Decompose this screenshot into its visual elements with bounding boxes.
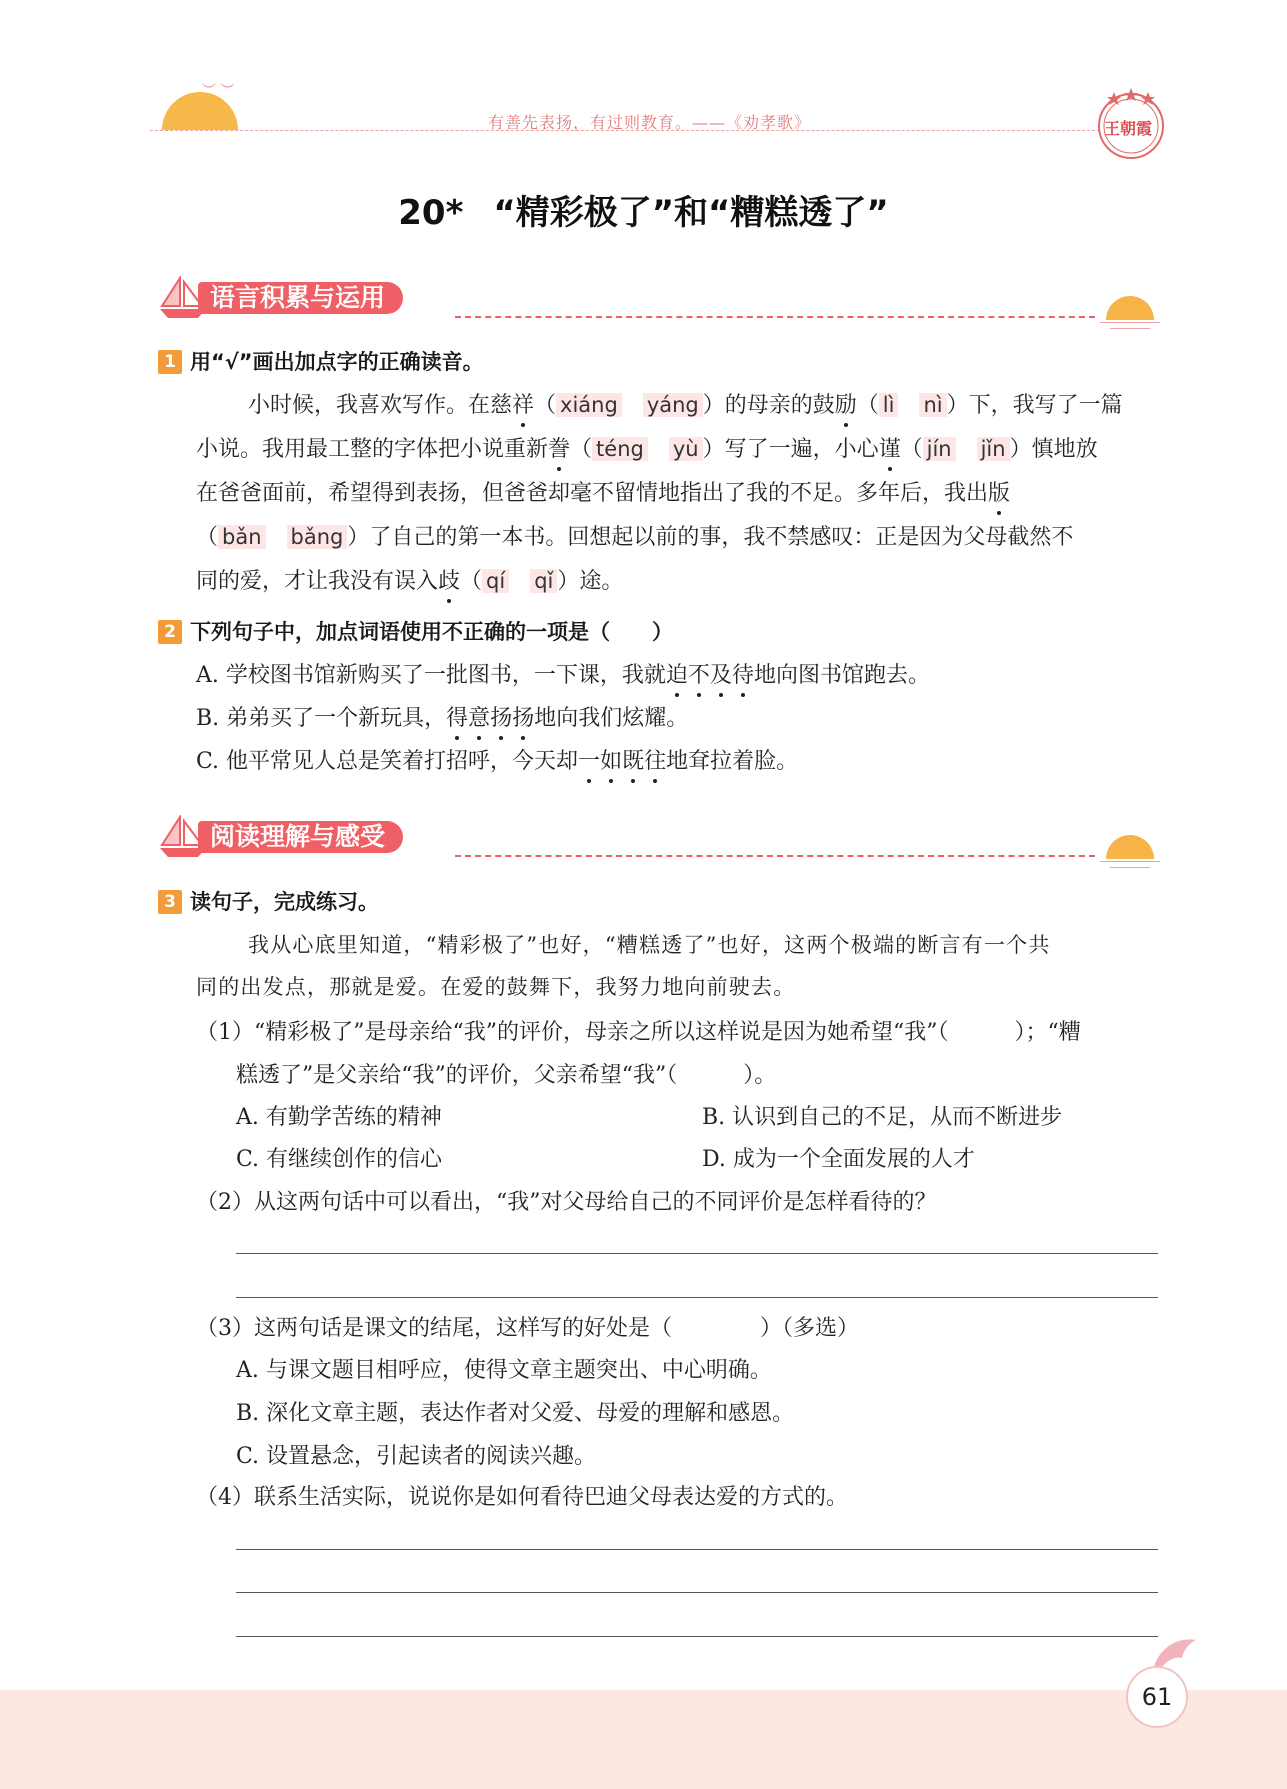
dotted-char: 往 [644,749,667,774]
text: ）下，我写了一篇 [946,393,1123,418]
q3-sub4: （4）联系生活实际，说说你是如何看待巴迪父母表达爱的方式的。 [196,1485,848,1510]
bird-icon: ︶ ︶ [202,83,235,99]
text: 地向我们炫耀。 [534,706,689,731]
question-number: 1 [158,350,182,374]
text: ）的母亲的鼓 [702,393,835,418]
author-seal [1092,84,1170,162]
q3-passage-line-1: 我从心底里知道，“精彩极了”也好，“糟糕透了”也好，这两个极端的断言有一个共 [248,933,1051,957]
q3-sub1-option-b[interactable]: B. 认识到自己的不足，从而不断进步 [702,1105,1063,1130]
pinyin-option[interactable]: lì [879,393,899,417]
dotted-char: 既 [622,749,645,774]
dotted-char: 版 [988,481,1011,506]
text: 在爸爸面前，希望得到表扬，但爸爸却毫不留情地指出了我的不足。多年后，我出 [196,481,989,506]
dotted-char: 歧 [438,569,461,594]
text: ）途。 [557,569,624,594]
dotted-char: 意 [468,706,491,731]
question-number: 2 [158,620,182,644]
pinyin-option[interactable]: yáng [643,393,703,417]
footer-band [0,1690,1287,1789]
section-banner-reading [158,815,1058,859]
dotted-char: 扬 [512,706,535,731]
lesson-title-text: “精彩极了”和“糟糕透了” [493,193,889,233]
q2-option-a[interactable] [196,658,930,689]
question-prompt: 读句子，完成练习。 [190,890,379,914]
q2-option-b[interactable] [196,701,688,732]
text: （ [534,393,557,418]
dotted-char: 迫 [665,663,688,688]
dotted-char: 及 [709,663,732,688]
question-3-header [158,886,379,916]
text: 地向图书馆跑去。 [753,663,930,688]
q1-line-5 [196,564,623,595]
q3-sub3-option-b[interactable]: B. 深化文章主题，表达作者对父爱、母爱的理解和感恩。 [236,1401,795,1426]
q1-line-3 [196,476,1010,507]
pinyin-option[interactable]: qí [482,569,509,593]
section-title: 阅读理解与感受 [198,821,403,853]
dotted-char: 励 [834,393,857,418]
q1-line-2 [196,432,1098,463]
text: （ [570,437,593,462]
q3-sub3-option-a[interactable]: A. 与课文题目相呼应，使得文章主题突出、中心明确。 [236,1358,772,1383]
q3-sub1-option-d[interactable]: D. 成为一个全面发展的人才 [702,1147,975,1172]
answer-line[interactable] [236,1592,1158,1593]
q3-sub2: （2）从这两句话中可以看出，“我”对父母给自己的不同评价是怎样看待的？ [196,1190,937,1215]
section-title: 语言积累与运用 [198,282,403,314]
q3-sub3: （3）这两句话是课文的结尾，这样写的好处是（ ）（多选） [196,1316,859,1341]
text: （ [196,525,219,550]
dotted-char: 祥 [512,393,535,418]
dotted-char: 得 [446,706,469,731]
text: （ [856,393,879,418]
pinyin-option[interactable]: bǎn [218,525,266,549]
pinyin-option[interactable]: xiáng [556,393,622,417]
pinyin-option[interactable]: nì [919,393,946,417]
text: 小说。我用最工整的字体把小说重新 [196,437,549,462]
dotted-char: 待 [731,663,754,688]
q3-sub3-option-c[interactable]: C. 设置悬念，引起读者的阅读兴趣。 [236,1444,597,1469]
sun-ray [1100,861,1160,862]
sun-small-icon [1106,296,1154,320]
lesson-number: 20* [398,193,464,233]
text: B. 弟弟买了一个新玩具， [196,706,447,731]
q3-sub1-line-1: （1）“精彩极了”是母亲给“我”的评价，母亲之所以这样说是因为她希望“我”（ ）；“糟 [196,1020,1081,1045]
text: A. 学校图书馆新购买了一批图书，一下课，我就 [196,663,666,688]
dotted-char: 谨 [878,437,901,462]
text: 地耷拉着脸。 [666,749,799,774]
sun-small-icon [1106,835,1154,859]
answer-line[interactable] [236,1636,1158,1637]
q3-passage-line-2: 同的出发点，那就是爱。在爱的鼓舞下，我努力地向前驶去。 [196,975,796,999]
pinyin-option[interactable]: yù [669,437,703,461]
pinyin-option[interactable]: qǐ [530,569,557,593]
q3-sub1-line-2: 糕透了”是父亲给“我”的评价，父亲希望“我”（ ）。 [236,1063,777,1088]
pinyin-option[interactable]: jín [923,437,956,461]
header-motto: 有善先表扬，有过则教育。——《劝孝歌》 [488,113,812,132]
sun-ray [1110,328,1150,329]
section-divider [455,316,1095,318]
text: 同的爱，才让我没有误入 [196,569,439,594]
text: ）写了一遍，小心 [702,437,879,462]
q2-option-c[interactable] [196,744,798,775]
section-divider [455,855,1095,857]
pinyin-option[interactable]: téng [592,437,648,461]
answer-line[interactable] [236,1253,1158,1254]
lesson-title [0,185,1287,234]
dotted-char: 一 [578,749,601,774]
question-number: 3 [158,890,182,914]
answer-line[interactable] [236,1549,1158,1550]
dotted-char: 如 [600,749,623,774]
q3-sub1-option-c[interactable]: C. 有继续创作的信心 [236,1147,443,1172]
text: C. 他平常见人总是笑着打招呼，今天却 [196,749,579,774]
text: ）慎地放 [1009,437,1098,462]
sun-ray [1110,867,1150,868]
sun-ray [1100,322,1160,323]
dotted-char: 誊 [548,437,571,462]
q1-line-1 [248,388,1123,419]
text: （ [900,437,923,462]
text: （ [460,569,483,594]
pinyin-option[interactable]: jǐn [977,437,1010,461]
question-1-header [158,346,484,376]
q3-sub1-option-a[interactable]: A. 有勤学苦练的精神 [236,1105,442,1130]
dotted-char: 不 [687,663,710,688]
question-2-header [158,616,673,646]
dotted-char: 扬 [490,706,513,731]
seal-text: 王朝霞 [1104,119,1153,138]
question-prompt: 下列句子中，加点词语使用不正确的一项是（ ） [190,620,673,644]
text: 小时候，我喜欢写作。在慈 [248,393,513,418]
answer-line[interactable] [236,1297,1158,1298]
q1-line-4 [196,520,1073,551]
text: ）了自己的第一本书。回想起以前的事，我不禁感叹：正是因为父母截然不 [347,525,1074,550]
page-number: 61 [1126,1666,1188,1728]
section-banner-language [158,276,1058,320]
question-prompt: 用“√”画出加点字的正确读音。 [190,350,484,374]
pinyin-option[interactable]: bǎng [287,525,348,549]
